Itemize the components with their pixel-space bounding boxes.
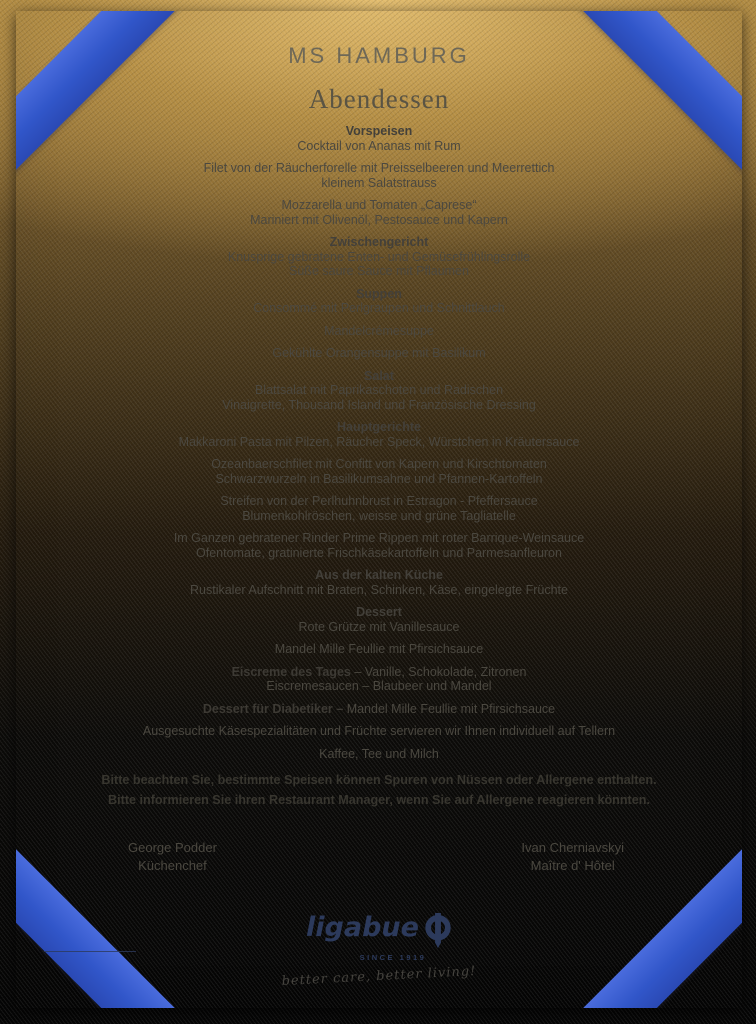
menu-item-inline: Dessert für Diabetiker – Mandel Mille Feullie mit Pfirsichsauce (202, 701, 556, 716)
section-heading: Hauptgerichte (336, 420, 422, 434)
menu-card (16, 11, 742, 1008)
section-heading: Vorspeisen (345, 124, 413, 138)
menu-block (16, 494, 742, 523)
menu-item-inline: Eiscreme des Tages – Vanille, Schokolade, Zitronen (231, 664, 527, 679)
menu-item: Cocktail von Ananas mit Rum (297, 138, 461, 153)
menu-block (16, 198, 742, 227)
menu-item: Mozzarella und Tomaten „Caprese“ (281, 198, 477, 212)
signatures (16, 839, 742, 875)
brand-tagline: better care, better living! (281, 963, 477, 990)
section-heading: Salat (364, 368, 394, 383)
section-heading: Suppen (356, 286, 402, 301)
menu-item: Süße saure Sauce mit Pflaumen (289, 264, 469, 278)
menu-item: Blumenkohlröschen, weisse und grüne Tagliatelle (242, 508, 516, 523)
menu-item: Ozeanbaerschfilet mit Confitt von Kapern und Kirschtomaten (211, 457, 547, 471)
menu-block (16, 420, 742, 449)
menu-block (16, 702, 742, 717)
menu-item: Mandel Mille Feullie mit Pfirsichsauce (274, 642, 484, 656)
menu-block (16, 287, 742, 316)
menu-block (16, 531, 742, 560)
ship-name: MS HAMBURG (288, 43, 470, 68)
signature-role: Maître d' Hôtel (530, 858, 615, 873)
signature-name: Ivan Cherniavskyi (521, 840, 624, 855)
menu-item: Blattsalat mit Paprikaschoten und Radischen (254, 383, 504, 397)
menu-item: Makkaroni Pasta mit Pilzen, Räucher Speck, Würstchen in Kräutersauce (178, 434, 580, 449)
brand-since: SINCE 1919 (359, 953, 427, 962)
allergen-notice-line: Bitte informieren Sie ihren Restaurant Manager, wenn Sie auf Allergene reagieren könnten. (108, 792, 650, 807)
menu-item: Ausgesuchte Käsespezialitäten und Früchte servieren wir Ihnen individuell auf Tellern (142, 724, 616, 738)
menu-item: Eiscremesaucen – Blaubeer und Mandel (266, 679, 492, 693)
menu-block (16, 346, 742, 361)
menu-item: Gekühlte Orangensuppe mit Basilikum (272, 346, 486, 360)
menu-block (16, 369, 742, 413)
menu-block (16, 568, 742, 597)
menu-item: Rote Grütze mit Vanillesauce (298, 619, 460, 634)
menu-sections (16, 124, 742, 761)
menu-block (16, 235, 742, 279)
menu-block (16, 324, 742, 339)
allergen-notice-line: Bitte beachten Sie, bestimmte Speisen können Spuren von Nüssen oder Allergene enthalten. (101, 773, 657, 787)
menu-block (16, 605, 742, 634)
phi-anchor-icon (424, 913, 452, 949)
allergen-notice (16, 771, 742, 810)
menu-item: Knusprige gebratene Enten- und Gemüsefrühlingsrolle (227, 249, 531, 264)
signature-block (521, 839, 624, 875)
menu-block (16, 642, 742, 657)
menu-item: Ofentomate, gratinierte Frischkäsekartoffeln und Parmesanfleuron (196, 545, 562, 560)
menu-content (16, 11, 742, 990)
brand-logo-row (16, 912, 742, 949)
menu-block (16, 665, 742, 694)
section-heading: Aus der kalten Küche (315, 568, 443, 582)
menu-item: Schwarzwurzeln in Basilikumsahne und Pfannen-Kartoffeln (215, 471, 543, 486)
signature-name: George Podder (128, 840, 217, 855)
meal-title: Abendessen (308, 84, 450, 114)
menu-block (16, 124, 742, 153)
menu-item: Filet von der Räucherforelle mit Preisselbeeren und Meerrettich (203, 161, 555, 175)
menu-item: Streifen von der Perlhuhnbrust in Estragon - Pfeffersauce (220, 494, 538, 508)
since-rule (44, 951, 136, 952)
menu-item: Mandelcrémesuppe (324, 323, 434, 338)
menu-block (16, 724, 742, 739)
menu-item: Rustikaler Aufschnitt mit Braten, Schinken, Käse, eingelegte Früchte (190, 582, 568, 597)
section-heading: Zwischengericht (329, 235, 429, 249)
menu-item: Consommé mit Perlgraupen und Schnittlauch (253, 301, 505, 315)
brand-wordmark: ligabue (306, 912, 419, 943)
section-heading: Dessert (356, 605, 402, 619)
menu-block (16, 457, 742, 486)
menu-item: Kaffee, Tee und Milch (319, 746, 439, 761)
menu-item: Mariniert mit Olivenöl, Pestosauce und Kapern (250, 212, 508, 227)
signature-block (128, 839, 217, 875)
menu-item: Vinaigrette, Thousand Island und Französische Dressing (222, 397, 536, 412)
menu-item: kleinem Salatstrauss (321, 175, 437, 190)
menu-item: Im Ganzen gebratener Rinder Prime Rippen mit roter Barrique-Weinsauce (173, 531, 585, 545)
menu-block (16, 747, 742, 762)
menu-block (16, 161, 742, 190)
signature-role: Küchenchef (138, 858, 207, 873)
brand-logo (16, 912, 742, 990)
